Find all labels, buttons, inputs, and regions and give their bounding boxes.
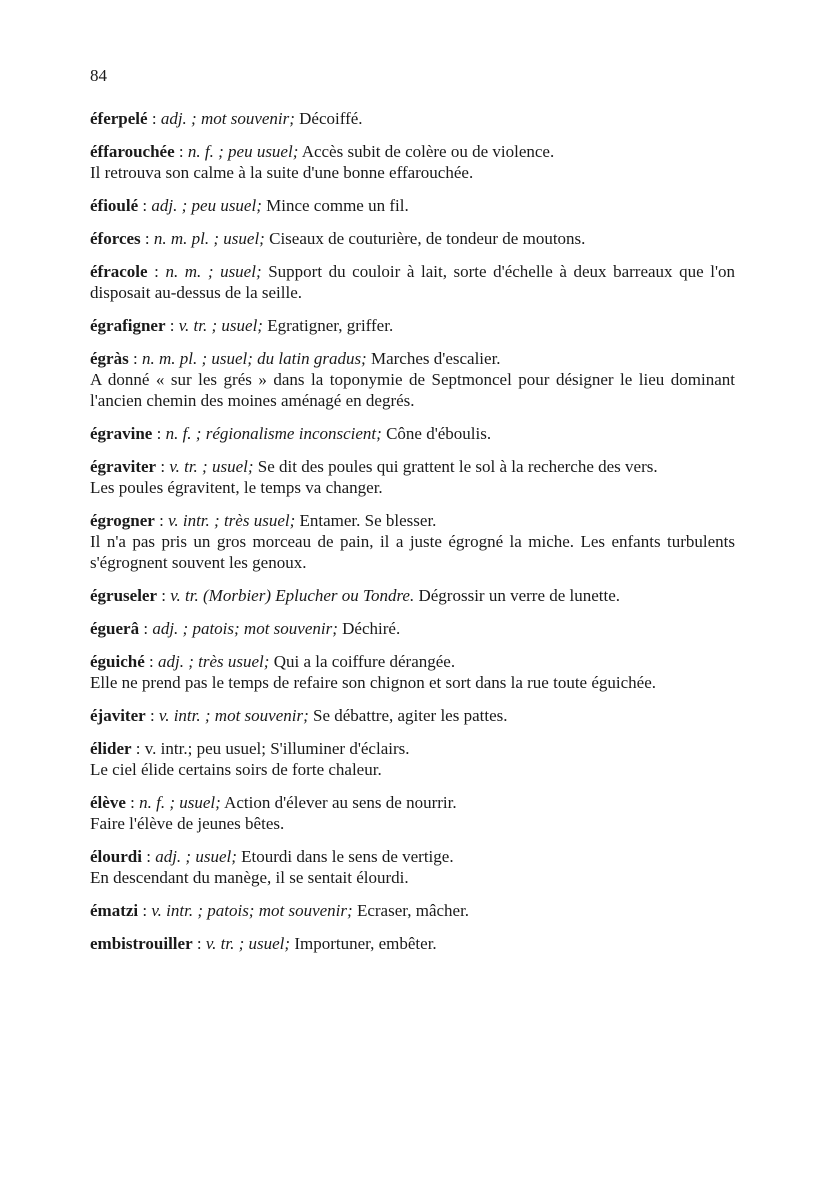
entry-grammar: n. f. ; usuel; [139,793,221,812]
dictionary-entry [90,228,735,249]
entry-separator: : [147,262,166,281]
entry-separator: : [128,349,142,368]
dictionary-entry [90,510,735,573]
entry-grammar: adj. ; mot souvenir; [160,109,295,128]
entry-definition: Mince comme un fil. [266,196,409,215]
dictionary-entry [90,348,735,411]
entry-definition: Se dit des poules qui grattent le sol à la recherche des vers. [257,457,658,476]
entry-headword: éffarouchée [90,142,175,161]
entry-separator: : [165,316,179,335]
entry-separator: : [174,142,188,161]
entry-grammar: v. tr. ; usuel; [169,457,254,476]
entry-headword: éjaviter [90,706,146,725]
entry-grammar: n. f. ; régionalisme inconscient; [165,424,382,443]
entry-headword: élourdi [90,847,142,866]
entry-grammar: n. m. pl. ; usuel; du latin gradus; [141,349,367,368]
dictionary-entries [90,108,735,966]
entry-separator: : [157,586,171,605]
entry-headword: éferpelé [90,109,148,128]
entry-headword: élève [90,793,126,812]
dictionary-entry [90,141,735,183]
entry-definition: Marches d'escalier. [370,349,501,368]
entry-headword: embistrouiller [90,934,193,953]
entry-grammar: v. tr. (Morbier) Eplucher ou Tondre. [170,586,415,605]
entry-separator: : [145,706,159,725]
dictionary-entry [90,261,735,303]
entry-definition: Accès subit de colère ou de violence. [301,142,555,161]
entry-separator: : [156,457,170,476]
entry-definition: v. intr.; peu usuel; S'illuminer d'éclairs. [144,739,410,758]
entry-definition: Entamer. Se blesser. [299,511,437,530]
entry-separator: : [139,619,153,638]
entry-example: Les poules égravitent, le temps va changer. [90,478,383,497]
entry-example: A donné « sur les grés » dans la toponymie de Septmoncel pour désigner le lieu dominant l'ancien chemin des moines aménagé en degrés. [90,370,735,410]
dictionary-entry [90,705,735,726]
entry-headword: égruseler [90,586,158,605]
page-number: 84 [90,66,107,85]
entry-definition: Ciseaux de couturière, de tondeur de moutons. [269,229,586,248]
entry-headword: égravine [90,424,153,443]
entry-example: Faire l'élève de jeunes bêtes. [90,814,285,833]
entry-grammar: v. tr. ; usuel; [178,316,263,335]
entry-grammar: v. intr. ; patois; mot souvenir; [151,901,353,920]
entry-headword: égràs [90,349,129,368]
entry-separator: : [192,934,206,953]
entry-definition: Qui a la coiffure dérangée. [273,652,456,671]
entry-example: Elle ne prend pas le temps de refaire son chignon et sort dans la rue toute éguichée. [90,673,656,692]
entry-definition: Etourdi dans le sens de vertige. [241,847,454,866]
entry-definition: Dégrossir un verre de lunette. [418,586,621,605]
entry-separator: : [147,109,161,128]
entry-separator: : [138,901,152,920]
entry-separator: : [125,793,140,812]
entry-headword: éfracole [90,262,148,281]
entry-definition: Egratigner, griffer. [267,316,394,335]
entry-grammar: n. f. ; peu usuel; [187,142,299,161]
entry-headword: ématzi [90,901,139,920]
entry-example: Le ciel élide certains soirs de forte chaleur. [90,760,382,779]
entry-headword: éforces [90,229,141,248]
dictionary-entry [90,456,735,498]
dictionary-entry [90,195,735,216]
dictionary-entry [90,792,735,834]
entry-grammar: adj. ; patois; mot souvenir; [152,619,338,638]
entry-definition: Ecraser, mâcher. [356,901,470,920]
dictionary-entry [90,585,735,606]
entry-definition: Importuner, embêter. [294,934,437,953]
entry-separator: : [138,196,152,215]
entry-definition: Cône d'éboulis. [386,424,492,443]
entry-grammar: adj. ; usuel; [155,847,237,866]
entry-headword: éguerâ [90,619,140,638]
entry-separator: : [141,847,156,866]
entry-separator: : [140,229,154,248]
dictionary-entry [90,933,735,954]
entry-example: Il retrouva son calme à la suite d'une bonne effarouchée. [90,163,474,182]
dictionary-entry [90,618,735,639]
entry-example: Il n'a pas pris un gros morceau de pain, il a juste égrogné la miche. Les enfants turbulents s'égrognent souvent les genoux. [90,532,735,572]
entry-grammar: v. intr. ; très usuel; [168,511,296,530]
entry-separator: : [154,511,169,530]
dictionary-entry [90,900,735,921]
dictionary-entry [90,315,735,336]
entry-headword: élider [90,739,132,758]
entry-grammar: v. intr. ; mot souvenir; [158,706,309,725]
entry-grammar: n. m. ; usuel; [165,262,262,281]
entry-definition: Se débattre, agiter les pattes. [313,706,508,725]
entry-separator: : [131,739,145,758]
dictionary-entry [90,846,735,888]
dictionary-entry [90,651,735,693]
entry-grammar: v. tr. ; usuel; [205,934,291,953]
entry-headword: éfioulé [90,196,139,215]
entry-grammar: adj. ; très usuel; [158,652,270,671]
entry-example: En descendant du manège, il se sentait élourdi. [90,868,409,887]
entry-grammar: adj. ; peu usuel; [151,196,262,215]
entry-separator: : [144,652,159,671]
entry-headword: égrogner [90,511,155,530]
entry-definition: Action d'élever au sens de nourrir. [224,793,457,812]
entry-definition: Décoiffé. [299,109,363,128]
entry-separator: : [152,424,166,443]
entry-headword: éguiché [90,652,145,671]
dictionary-entry [90,738,735,780]
entry-definition: Déchiré. [342,619,401,638]
entry-definition: Support du couloir à lait, sorte d'échelle à deux barreaux que l'on disposait au-dessus de la seille. [90,262,736,302]
entry-headword: égraviter [90,457,157,476]
entry-grammar: n. m. pl. ; usuel; [153,229,265,248]
dictionary-entry [90,108,735,129]
entry-headword: égrafigner [90,316,166,335]
dictionary-entry [90,423,735,444]
